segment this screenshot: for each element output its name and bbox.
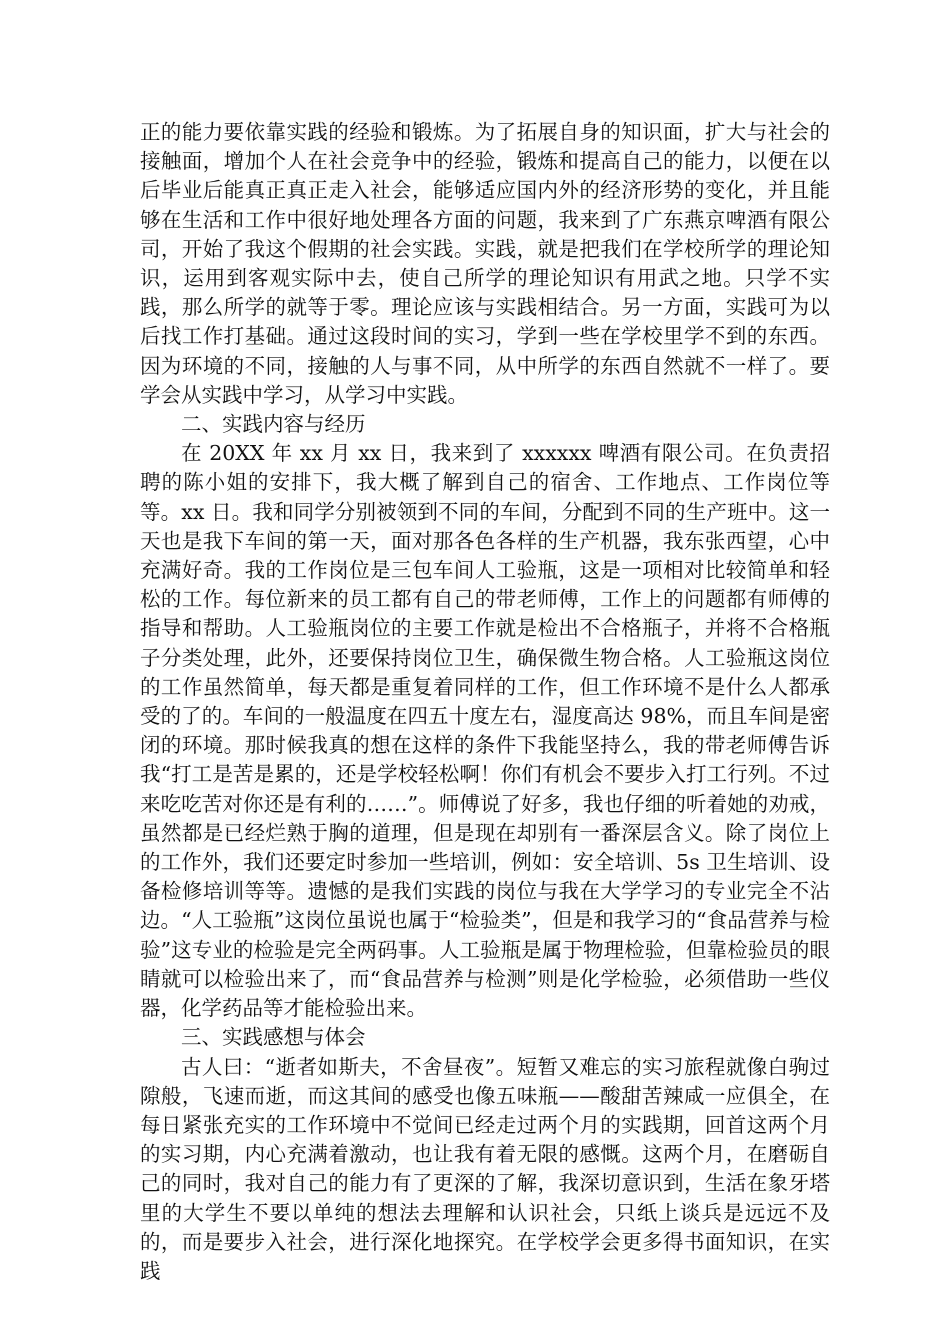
section-heading-practice-content: 二、实践内容与经历 bbox=[181, 412, 366, 437]
section-heading-reflections: 三、实践感想与体会 bbox=[181, 1025, 366, 1050]
paragraph-reflections: 古人曰：“逝者如斯夫，不舍昼夜”。短暂又难忘的实习旅程就像白驹过隙般，飞速而逝，而这其间的感受也像五味瓶——酸甜苦辣咸一应俱全，在每日紧张充实的工作环境中不觉间已经走过两个月的实践期，回首这两个月的实习期，内心充满着激动，也让我有着无限的感慨。这两个月，在磨砺自己的同时，我对自己的能力有了更深的了解，我深切意识到，生活在象牙塔里的大学生不要以单纯的想法去理解和认识社会，只纸上谈兵是远远不及的，而是要步入社会，进行深化地探究。在学校学会更多得书面知识，在实践 bbox=[140, 1054, 830, 1283]
paragraph-practice-content: 在 20XX 年 xx 月 xx 日，我来到了 xxxxxx 啤酒有限公司。在负责招聘的陈小姐的安排下，我大概了解到自己的宿舍、工作地点、工作岗位等等。xx 日。我和同学分别被领到不同的车间，分配到不同的生产班中。这一天也是我下车间的第一天，面对那各色各样的生产机器，我东张西望，心中充满好奇。我的工作岗位是三包车间人工验瓶，这是一项相对比较简单和轻松的工作。每位新来的员工都有自己的带老师傅，工作上的问题都有师傅的指导和帮助。人工验瓶岗位的主要工作就是检出不合格瓶子，并将不合格瓶子分类处理，此外，还要保持岗位卫生，确保微生物合格。人工验瓶这岗位的工作虽然简单，每天都是重复着同样的工作，但工作环境不是什么人都承受的了的。车间的一般温度在四五十度左右，湿度高达 98%，而且车间是密闭的环境。那时候我真的想在这样的条件下我能坚持么，我的带老师傅告诉我“打工是苦是累的，还是学校轻松啊！你们有机会不要步入打工行列。不过来吃吃苦对你还是有利的……”。师傅说了好多，我也仔细的听着她的劝戒，虽然都是已经烂熟于胸的道理，但是现在却别有一番深层含义。除了岗位上的工作外，我们还要定时参加一些培训，例如：安全培训、5s 卫生培训、设备检修培训等等。遗憾的是我们实践的岗位与我在大学学习的专业完全不沾边。“人工验瓶”这岗位虽说也属于“检验类”，但是和我学习的“食品营养与检验”这专业的检验是完全两码事。人工验瓶是属于物理检验，但靠检验员的眼睛就可以检验出来了，而“食品营养与检测”则是化学检验，必须借助一些仪器，化学药品等才能检验出来。 bbox=[140, 441, 830, 1021]
paragraph-intro-continued: 正的能力要依靠实践的经验和锻炼。为了拓展自身的知识面，扩大与社会的接触面，增加个人在社会竞争中的经验，锻炼和提高自己的能力，以便在以后毕业后能真正真正走入社会，能够适应国内外的经济形势的变化，并且能够在生活和工作中很好地处理各方面的问题，我来到了广东燕京啤酒有限公司，开始了我这个假期的社会实践。实践，就是把我们在学校所学的理论知识，运用到客观实际中去，使自己所学的理论知识有用武之地。只学不实践，那么所学的就等于零。理论应该与实践相结合。另一方面，实践可为以后找工作打基础。通过这段时间的实习，学到一些在学校里学不到的东西。因为环境的不同，接触的人与事不同，从中所学的东西自然就不一样了。要学会从实践中学习，从学习中实践。 bbox=[140, 120, 830, 407]
document-page bbox=[140, 118, 830, 1286]
